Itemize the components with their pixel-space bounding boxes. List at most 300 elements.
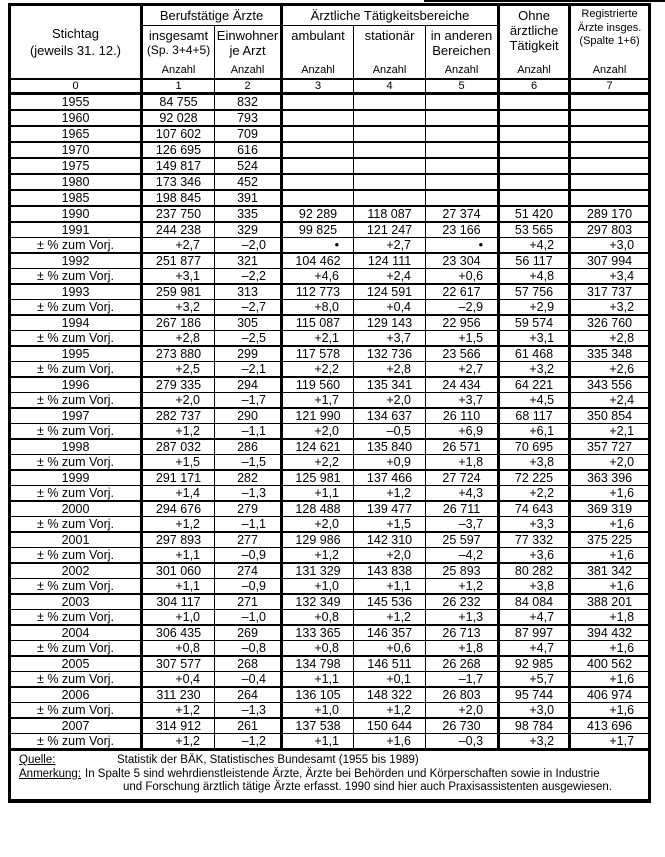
year-label: 2005 xyxy=(10,656,142,672)
value-cell: 129 143 xyxy=(354,315,426,331)
value-cell: +1,2 xyxy=(282,548,354,564)
value-cell xyxy=(426,158,499,174)
year-label: 1994 xyxy=(10,315,142,331)
value-cell: 261 xyxy=(215,718,282,734)
value-cell: 282 737 xyxy=(142,408,215,424)
value-cell: 61 468 xyxy=(499,346,570,362)
value-cell: +1,2 xyxy=(142,734,215,750)
value-cell: 64 221 xyxy=(499,377,570,393)
value-cell: 413 696 xyxy=(570,718,650,734)
value-cell: +0,6 xyxy=(354,641,426,657)
value-cell: +1,2 xyxy=(354,610,426,626)
value-cell: +3,1 xyxy=(499,331,570,347)
pct-row xyxy=(10,641,650,657)
header-group-berufstaetige-aerzte: Berufstätige Ärzte xyxy=(142,5,282,26)
value-cell: 287 032 xyxy=(142,439,215,455)
value-cell: 357 727 xyxy=(570,439,650,455)
col1-line1: insgesamt xyxy=(148,27,209,43)
year-row xyxy=(10,594,650,610)
value-cell: 98 784 xyxy=(499,718,570,734)
value-cell xyxy=(282,110,354,126)
value-cell: 146 357 xyxy=(354,625,426,641)
col1-line2: (Sp. 3+4+5) xyxy=(146,42,211,57)
stichtag-label: Stichtag xyxy=(52,26,99,41)
value-cell: 22 956 xyxy=(426,315,499,331)
year-label: 1970 xyxy=(10,142,142,158)
value-cell: +1,5 xyxy=(142,455,215,471)
value-cell: +1,5 xyxy=(354,517,426,533)
value-cell: 793 xyxy=(215,110,282,126)
pct-row-label: ± % zum Vorj. xyxy=(10,610,142,626)
value-cell: –4,2 xyxy=(426,548,499,564)
value-cell: 198 845 xyxy=(142,190,215,206)
value-cell: 26 730 xyxy=(426,718,499,734)
pct-row-label: ± % zum Vorj. xyxy=(10,703,142,719)
value-cell: 307 577 xyxy=(142,656,215,672)
value-cell: 134 798 xyxy=(282,656,354,672)
value-cell: +1,5 xyxy=(426,331,499,347)
value-cell: 24 434 xyxy=(426,377,499,393)
col6-line1: Ohne xyxy=(518,8,550,23)
value-cell: 297 893 xyxy=(142,532,215,548)
value-cell: 25 893 xyxy=(426,563,499,579)
value-cell: +4,7 xyxy=(499,610,570,626)
year-row xyxy=(10,501,650,517)
value-cell: 143 838 xyxy=(354,563,426,579)
value-cell: +1,1 xyxy=(354,579,426,595)
value-cell: 301 060 xyxy=(142,563,215,579)
value-cell: 26 711 xyxy=(426,501,499,517)
scan-artifact-line xyxy=(424,0,665,2)
value-cell: 289 170 xyxy=(570,206,650,222)
year-row xyxy=(10,174,650,190)
table-header xyxy=(10,5,650,94)
column-number: 3 xyxy=(282,79,354,94)
value-cell: 297 803 xyxy=(570,222,650,238)
value-cell: 314 912 xyxy=(142,718,215,734)
value-cell xyxy=(499,174,570,190)
column-number-row xyxy=(10,79,650,94)
value-cell: 142 310 xyxy=(354,532,426,548)
value-cell: 326 760 xyxy=(570,315,650,331)
value-cell: +2,2 xyxy=(499,486,570,502)
value-cell: –1,7 xyxy=(215,393,282,409)
col6-line2: ärztliche xyxy=(509,23,559,38)
value-cell: +3,2 xyxy=(142,300,215,316)
value-cell: 400 562 xyxy=(570,656,650,672)
value-cell: 115 087 xyxy=(282,315,354,331)
value-cell: 74 643 xyxy=(499,501,570,517)
value-cell: 134 637 xyxy=(354,408,426,424)
value-cell xyxy=(354,142,426,158)
value-cell: +2,4 xyxy=(354,269,426,285)
source-label: Quelle: xyxy=(19,754,56,766)
value-cell xyxy=(354,110,426,126)
value-cell: +1,0 xyxy=(282,703,354,719)
value-cell: –1,3 xyxy=(215,486,282,502)
anzahl-label: Anzahl xyxy=(592,64,627,76)
year-row xyxy=(10,439,650,455)
value-cell xyxy=(354,174,426,190)
pct-row-label: ± % zum Vorj. xyxy=(10,734,142,750)
header-col-registrierte xyxy=(570,5,650,80)
pct-row-label: ± % zum Vorj. xyxy=(10,331,142,347)
pct-row xyxy=(10,331,650,347)
value-cell: 27 724 xyxy=(426,470,499,486)
value-cell: 145 536 xyxy=(354,594,426,610)
value-cell: 57 756 xyxy=(499,284,570,300)
value-cell: 95 744 xyxy=(499,687,570,703)
value-cell: –3,7 xyxy=(426,517,499,533)
value-cell xyxy=(499,190,570,206)
value-cell: –1,5 xyxy=(215,455,282,471)
pct-row-label: ± % zum Vorj. xyxy=(10,641,142,657)
value-cell: +2,7 xyxy=(354,238,426,254)
value-cell: 311 230 xyxy=(142,687,215,703)
value-cell xyxy=(282,190,354,206)
value-cell: 137 538 xyxy=(282,718,354,734)
value-cell: 80 282 xyxy=(499,563,570,579)
value-cell: 26 268 xyxy=(426,656,499,672)
value-cell: 132 736 xyxy=(354,346,426,362)
value-cell: 128 488 xyxy=(282,501,354,517)
year-row xyxy=(10,408,650,424)
value-cell: 117 578 xyxy=(282,346,354,362)
value-cell: 350 854 xyxy=(570,408,650,424)
value-cell: 274 xyxy=(215,563,282,579)
value-cell: +3,7 xyxy=(426,393,499,409)
value-cell: 279 xyxy=(215,501,282,517)
value-cell xyxy=(426,94,499,111)
year-label: 2003 xyxy=(10,594,142,610)
value-cell: +0,8 xyxy=(282,641,354,657)
value-cell: +2,0 xyxy=(282,517,354,533)
note-continuation xyxy=(123,781,642,795)
value-cell: 26 803 xyxy=(426,687,499,703)
value-cell: 132 349 xyxy=(282,594,354,610)
value-cell: 77 332 xyxy=(499,532,570,548)
value-cell xyxy=(354,190,426,206)
stichtag-sublabel: (jeweils 31. 12.) xyxy=(29,43,122,58)
pct-row xyxy=(10,269,650,285)
value-cell xyxy=(282,174,354,190)
value-cell: 452 xyxy=(215,174,282,190)
value-cell xyxy=(499,142,570,158)
value-cell xyxy=(499,126,570,142)
value-cell xyxy=(426,174,499,190)
value-cell: 268 xyxy=(215,656,282,672)
value-cell: –2,1 xyxy=(215,362,282,378)
value-cell: +4,7 xyxy=(499,641,570,657)
value-cell xyxy=(282,94,354,111)
column-number: 6 xyxy=(499,79,570,94)
header-col-andere-bereiche xyxy=(426,25,499,79)
value-cell: 305 xyxy=(215,315,282,331)
value-cell: –1,3 xyxy=(215,703,282,719)
value-cell: +1,2 xyxy=(142,703,215,719)
value-cell: 173 346 xyxy=(142,174,215,190)
value-cell xyxy=(282,158,354,174)
value-cell: 273 880 xyxy=(142,346,215,362)
pct-row xyxy=(10,393,650,409)
value-cell: 259 981 xyxy=(142,284,215,300)
value-cell: 277 xyxy=(215,532,282,548)
value-cell: 131 329 xyxy=(282,563,354,579)
value-cell: +2,1 xyxy=(282,331,354,347)
year-label: 2002 xyxy=(10,563,142,579)
year-label: 1998 xyxy=(10,439,142,455)
col2-line1: Einwohner xyxy=(216,27,279,43)
year-label: 1990 xyxy=(10,206,142,222)
value-cell: 70 695 xyxy=(499,439,570,455)
anzahl-label: Anzahl xyxy=(230,64,265,76)
note-text: In Spalte 5 sind wehrdienstleistende Ärzte, Ärzte bei Behörden und Körperschaften sowie in Industrie xyxy=(85,767,600,780)
value-cell: 135 840 xyxy=(354,439,426,455)
value-cell: +2,2 xyxy=(282,362,354,378)
value-cell xyxy=(570,190,650,206)
value-cell: +2,8 xyxy=(142,331,215,347)
value-cell: 84 084 xyxy=(499,594,570,610)
note-label: Anmerkung: xyxy=(19,767,82,780)
value-cell xyxy=(426,110,499,126)
value-cell: +0,4 xyxy=(142,672,215,688)
value-cell: +4,6 xyxy=(282,269,354,285)
value-cell: –0,5 xyxy=(354,424,426,440)
value-cell: 56 117 xyxy=(499,253,570,269)
value-cell xyxy=(426,126,499,142)
anzahl-label: Anzahl xyxy=(517,64,551,76)
header-stichtag xyxy=(10,5,142,80)
value-cell: 139 477 xyxy=(354,501,426,517)
value-cell: +3,8 xyxy=(499,579,570,595)
value-cell: 363 396 xyxy=(570,470,650,486)
value-cell: +2,8 xyxy=(570,331,650,347)
value-cell: 112 773 xyxy=(282,284,354,300)
value-cell: +6,1 xyxy=(499,424,570,440)
value-cell: –0,4 xyxy=(215,672,282,688)
value-cell: 294 xyxy=(215,377,282,393)
value-cell: 343 556 xyxy=(570,377,650,393)
value-cell xyxy=(282,126,354,142)
value-cell: +1,1 xyxy=(282,672,354,688)
value-cell xyxy=(570,94,650,111)
value-cell: 391 xyxy=(215,190,282,206)
note-line xyxy=(19,768,642,782)
value-cell: +5,7 xyxy=(499,672,570,688)
value-cell: –1,7 xyxy=(426,672,499,688)
col2-line2: je Arzt xyxy=(229,42,266,58)
value-cell: 388 201 xyxy=(570,594,650,610)
header-group-taetigkeitsbereiche: Ärztliche Tätigkeitsbereiche xyxy=(282,5,499,26)
year-row xyxy=(10,206,650,222)
table-footnote xyxy=(10,750,650,801)
year-label: 2006 xyxy=(10,687,142,703)
value-cell xyxy=(354,158,426,174)
value-cell: +1,7 xyxy=(282,393,354,409)
pct-row xyxy=(10,517,650,533)
value-cell: 23 166 xyxy=(426,222,499,238)
value-cell: 25 597 xyxy=(426,532,499,548)
value-cell: 124 111 xyxy=(354,253,426,269)
value-cell: +1,8 xyxy=(426,455,499,471)
value-cell: 294 676 xyxy=(142,501,215,517)
pct-row xyxy=(10,548,650,564)
value-cell: +1,6 xyxy=(570,703,650,719)
pct-row-label: ± % zum Vorj. xyxy=(10,579,142,595)
value-cell: 369 319 xyxy=(570,501,650,517)
value-cell: +2,5 xyxy=(142,362,215,378)
column-number: 7 xyxy=(570,79,650,94)
value-cell xyxy=(499,158,570,174)
value-cell: 335 348 xyxy=(570,346,650,362)
value-cell: +1,1 xyxy=(142,579,215,595)
year-row xyxy=(10,315,650,331)
pct-row xyxy=(10,703,650,719)
value-cell: +2,1 xyxy=(570,424,650,440)
year-label: 2004 xyxy=(10,625,142,641)
value-cell: 148 322 xyxy=(354,687,426,703)
pct-row xyxy=(10,672,650,688)
value-cell: 99 825 xyxy=(282,222,354,238)
value-cell: 133 365 xyxy=(282,625,354,641)
value-cell: –1,0 xyxy=(215,610,282,626)
value-cell: 124 591 xyxy=(354,284,426,300)
pct-row xyxy=(10,610,650,626)
year-row xyxy=(10,94,650,111)
value-cell: 26 110 xyxy=(426,408,499,424)
value-cell: 26 232 xyxy=(426,594,499,610)
source-line xyxy=(19,754,642,768)
col7-line2: Ärzte insges. xyxy=(577,21,642,34)
year-label: 2007 xyxy=(10,718,142,734)
pct-row-label: ± % zum Vorj. xyxy=(10,517,142,533)
value-cell: 307 994 xyxy=(570,253,650,269)
value-cell: +2,8 xyxy=(354,362,426,378)
value-cell: +1,7 xyxy=(570,734,650,750)
value-cell: 72 225 xyxy=(499,470,570,486)
anzahl-label: Anzahl xyxy=(444,64,479,76)
pct-row-label: ± % zum Vorj. xyxy=(10,269,142,285)
year-label: 1991 xyxy=(10,222,142,238)
pct-row-label: ± % zum Vorj. xyxy=(10,393,142,409)
value-cell: –2,7 xyxy=(215,300,282,316)
value-cell: 149 817 xyxy=(142,158,215,174)
value-cell: 279 335 xyxy=(142,377,215,393)
header-col-insgesamt xyxy=(142,25,215,79)
value-cell: 53 565 xyxy=(499,222,570,238)
value-cell: 709 xyxy=(215,126,282,142)
value-cell: +2,0 xyxy=(354,548,426,564)
pct-row xyxy=(10,486,650,502)
value-cell: 286 xyxy=(215,439,282,455)
value-cell: +1,3 xyxy=(426,610,499,626)
value-cell: +1,4 xyxy=(142,486,215,502)
value-cell: +4,2 xyxy=(499,238,570,254)
year-label: 1997 xyxy=(10,408,142,424)
value-cell xyxy=(570,110,650,126)
value-cell: 59 574 xyxy=(499,315,570,331)
value-cell: 137 466 xyxy=(354,470,426,486)
value-cell: 290 xyxy=(215,408,282,424)
value-cell: +3,2 xyxy=(499,734,570,750)
value-cell: 832 xyxy=(215,94,282,111)
value-cell xyxy=(499,110,570,126)
value-cell: +2,9 xyxy=(499,300,570,316)
col5-line2: Bereichen xyxy=(432,42,491,58)
value-cell: +1,0 xyxy=(142,610,215,626)
year-row xyxy=(10,190,650,206)
value-cell: 87 997 xyxy=(499,625,570,641)
value-cell: +1,2 xyxy=(354,703,426,719)
value-cell: 282 xyxy=(215,470,282,486)
col7-line1: Registrierte xyxy=(581,8,638,20)
value-cell: +2,0 xyxy=(570,455,650,471)
value-cell: +1,1 xyxy=(142,548,215,564)
value-cell: +1,8 xyxy=(570,610,650,626)
source-text: Statistik der BÄK, Statistisches Bundesamt (1955 bis 1989) xyxy=(117,754,419,766)
value-cell: 406 974 xyxy=(570,687,650,703)
col7-line3: (Spalte 1+6) xyxy=(579,35,640,47)
year-row xyxy=(10,470,650,486)
value-cell: 68 117 xyxy=(499,408,570,424)
pct-row xyxy=(10,579,650,595)
value-cell: –0,3 xyxy=(426,734,499,750)
year-row xyxy=(10,532,650,548)
value-cell: +1,6 xyxy=(354,734,426,750)
col3-line1: ambulant xyxy=(291,27,345,43)
value-cell: +4,8 xyxy=(499,269,570,285)
value-cell: 237 750 xyxy=(142,206,215,222)
value-cell: +1,6 xyxy=(570,548,650,564)
value-cell: +1,2 xyxy=(354,486,426,502)
value-cell: 121 990 xyxy=(282,408,354,424)
year-label: 1999 xyxy=(10,470,142,486)
value-cell: +3,0 xyxy=(499,703,570,719)
column-number: 5 xyxy=(426,79,499,94)
value-cell: +0,8 xyxy=(282,610,354,626)
year-label: 1985 xyxy=(10,190,142,206)
value-cell: 121 247 xyxy=(354,222,426,238)
pct-row-label: ± % zum Vorj. xyxy=(10,455,142,471)
value-cell: +1,1 xyxy=(282,486,354,502)
value-cell xyxy=(426,190,499,206)
column-number: 2 xyxy=(215,79,282,94)
value-cell: +2,6 xyxy=(570,362,650,378)
value-cell: +3,2 xyxy=(499,362,570,378)
header-col-ambulant xyxy=(282,25,354,79)
value-cell: –0,9 xyxy=(215,579,282,595)
value-cell: +3,2 xyxy=(570,300,650,316)
year-row xyxy=(10,563,650,579)
column-number: 1 xyxy=(142,79,215,94)
value-cell: +4,3 xyxy=(426,486,499,502)
value-cell: • xyxy=(282,238,354,254)
value-cell: +3,3 xyxy=(499,517,570,533)
year-row xyxy=(10,687,650,703)
year-label: 1996 xyxy=(10,377,142,393)
value-cell: +1,2 xyxy=(426,579,499,595)
value-cell: 129 986 xyxy=(282,532,354,548)
value-cell: 291 171 xyxy=(142,470,215,486)
value-cell: +6,9 xyxy=(426,424,499,440)
value-cell: 616 xyxy=(215,142,282,158)
value-cell: 306 435 xyxy=(142,625,215,641)
pct-row xyxy=(10,424,650,440)
value-cell: +4,5 xyxy=(499,393,570,409)
statistics-table xyxy=(8,3,651,803)
value-cell: 317 737 xyxy=(570,284,650,300)
pct-row xyxy=(10,362,650,378)
